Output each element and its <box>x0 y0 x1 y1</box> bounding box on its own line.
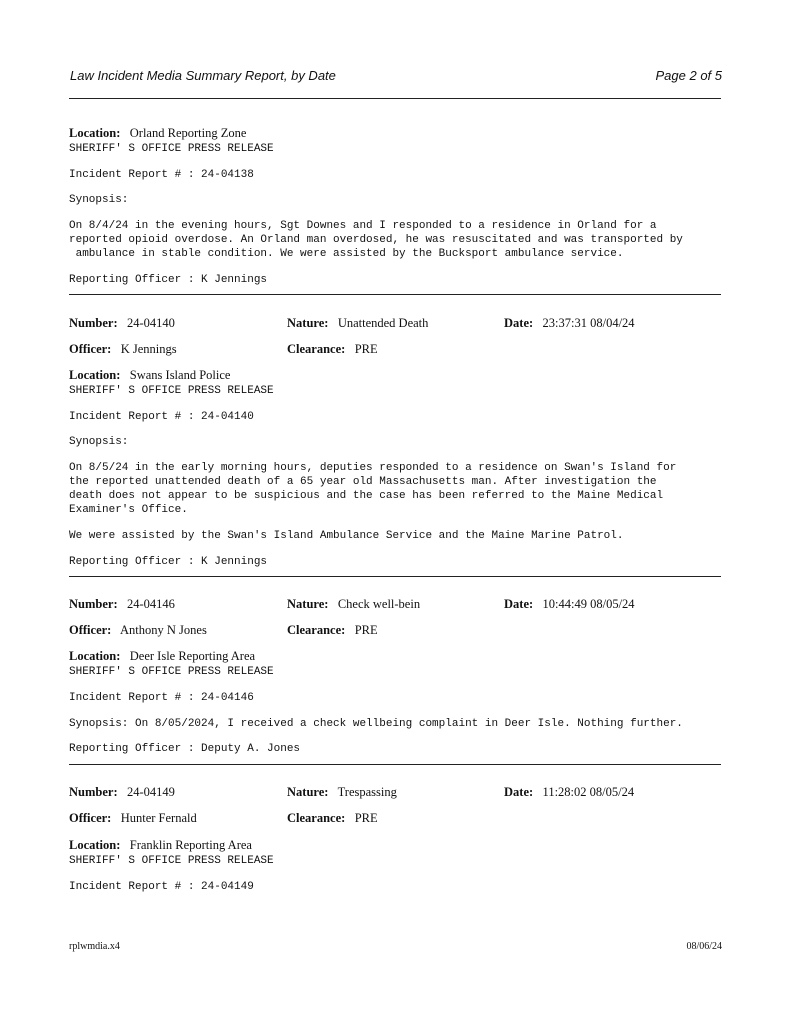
entry-4-press: SHERIFF' S OFFICE PRESS RELEASE <box>69 855 274 867</box>
entry-2-assist-note: We were assisted by the Swan's Island Ambulance Service and the Maine Marine Patrol. <box>69 530 624 542</box>
entry-1-incident: Incident Report # : 24-04138 <box>69 169 254 181</box>
entry-2-date: Date: 23:37:31 08/04/24 <box>504 316 635 330</box>
nature-value: Check well-bein <box>337 597 421 611</box>
entry-2-synopsis-line: the reported unattended death of a 65 year old Massachusetts man. After investigation the <box>69 476 657 488</box>
entry-2-synopsis-line: Examiner's Office. <box>69 504 188 516</box>
entry-3-date: Date: 10:44:49 08/05/24 <box>504 597 635 611</box>
entry-2-number: Number: 24-04140 <box>69 316 175 330</box>
entry-2-officer: Officer: K Jennings <box>69 342 177 356</box>
entry-4-nature: Nature: Trespassing <box>287 785 397 799</box>
location-value: Franklin Reporting Area <box>129 838 252 852</box>
entry-2-clearance: Clearance: PRE <box>287 342 378 356</box>
entry-4-location: Location: Franklin Reporting Area <box>69 838 252 852</box>
entry-3-reporting-officer: Reporting Officer : Deputy A. Jones <box>69 743 301 755</box>
number-value: 24-04149 <box>126 785 175 799</box>
entry-2-nature: Nature: Unattended Death <box>287 316 429 330</box>
nature-value: Trespassing <box>337 785 397 799</box>
clearance-value: PRE <box>354 811 378 825</box>
location-value: Swans Island Police <box>129 368 231 382</box>
entry-4-officer: Officer: Hunter Fernald <box>69 811 197 825</box>
entry-2-location: Location: Swans Island Police <box>69 368 231 382</box>
date-value: 10:44:49 08/05/24 <box>542 597 635 611</box>
entry-4-number: Number: 24-04149 <box>69 785 175 799</box>
entry-3-number: Number: 24-04146 <box>69 597 175 611</box>
entry-3-clearance: Clearance: PRE <box>287 623 378 637</box>
location-label: Location: <box>69 126 121 140</box>
entry-2-incident: Incident Report # : 24-04140 <box>69 411 254 423</box>
entry-4-date: Date: 11:28:02 08/05/24 <box>504 785 635 799</box>
entry-2-reporting-officer: Reporting Officer : K Jennings <box>69 556 268 568</box>
entry-3-press: SHERIFF' S OFFICE PRESS RELEASE <box>69 666 274 678</box>
entry-1-synopsis-line: ambulance in stable condition. We were assisted by the Bucksport ambulance service. <box>69 248 624 260</box>
entry-1-reporting-officer: Reporting Officer : K Jennings <box>69 274 268 286</box>
entry-1-press: SHERIFF' S OFFICE PRESS RELEASE <box>69 143 274 155</box>
entry-3-officer: Officer: Anthony N Jones <box>69 623 207 637</box>
entry-3-nature: Nature: Check well-bein <box>287 597 421 611</box>
page-number: Page 2 of 5 <box>655 68 722 83</box>
entry-3-location: Location: Deer Isle Reporting Area <box>69 649 256 663</box>
report-title: Law Incident Media Summary Report, by Date <box>70 68 336 83</box>
entry-2-synopsis-line: death does not appear to be suspicious and the case has been referred to the Maine Medical <box>69 490 664 502</box>
number-value: 24-04146 <box>126 597 175 611</box>
entry-1-synopsis-label: Synopsis: <box>69 194 129 206</box>
entry-2-press: SHERIFF' S OFFICE PRESS RELEASE <box>69 385 274 397</box>
entry-divider <box>69 764 721 765</box>
entry-4-incident: Incident Report # : 24-04149 <box>69 881 254 893</box>
location-value: Orland Reporting Zone <box>129 126 247 140</box>
footer-date: 08/06/24 <box>686 941 722 952</box>
header-divider <box>69 98 721 99</box>
entry-4-clearance: Clearance: PRE <box>287 811 378 825</box>
date-value: 11:28:02 08/05/24 <box>542 785 635 799</box>
nature-value: Unattended Death <box>337 316 429 330</box>
entry-1-synopsis-line: On 8/4/24 in the evening hours, Sgt Downes and I responded to a residence in Orland for a <box>69 220 657 232</box>
clearance-value: PRE <box>354 342 378 356</box>
location-value: Deer Isle Reporting Area <box>129 649 256 663</box>
entry-3-incident: Incident Report # : 24-04146 <box>69 692 254 704</box>
entry-1-synopsis-line: reported opioid overdose. An Orland man overdosed, he was resuscitated and was transported by <box>69 234 683 246</box>
entry-2-synopsis-line: On 8/5/24 in the early morning hours, deputies responded to a residence on Swan's Island for <box>69 462 677 474</box>
officer-value: Anthony N Jones <box>120 623 207 637</box>
clearance-value: PRE <box>354 623 378 637</box>
entry-3-synopsis: Synopsis: On 8/05/2024, I received a check wellbeing complaint in Deer Isle. Nothing further. <box>69 718 683 730</box>
date-value: 23:37:31 08/04/24 <box>542 316 635 330</box>
entry-divider <box>69 576 721 577</box>
entry-1-location <box>69 126 246 141</box>
entry-2-synopsis-label: Synopsis: <box>69 436 129 448</box>
number-value: 24-04140 <box>126 316 175 330</box>
footer-report-code: rplwmdia.x4 <box>69 941 120 952</box>
entry-divider <box>69 294 721 295</box>
officer-value: K Jennings <box>120 342 177 356</box>
officer-value: Hunter Fernald <box>120 811 197 825</box>
